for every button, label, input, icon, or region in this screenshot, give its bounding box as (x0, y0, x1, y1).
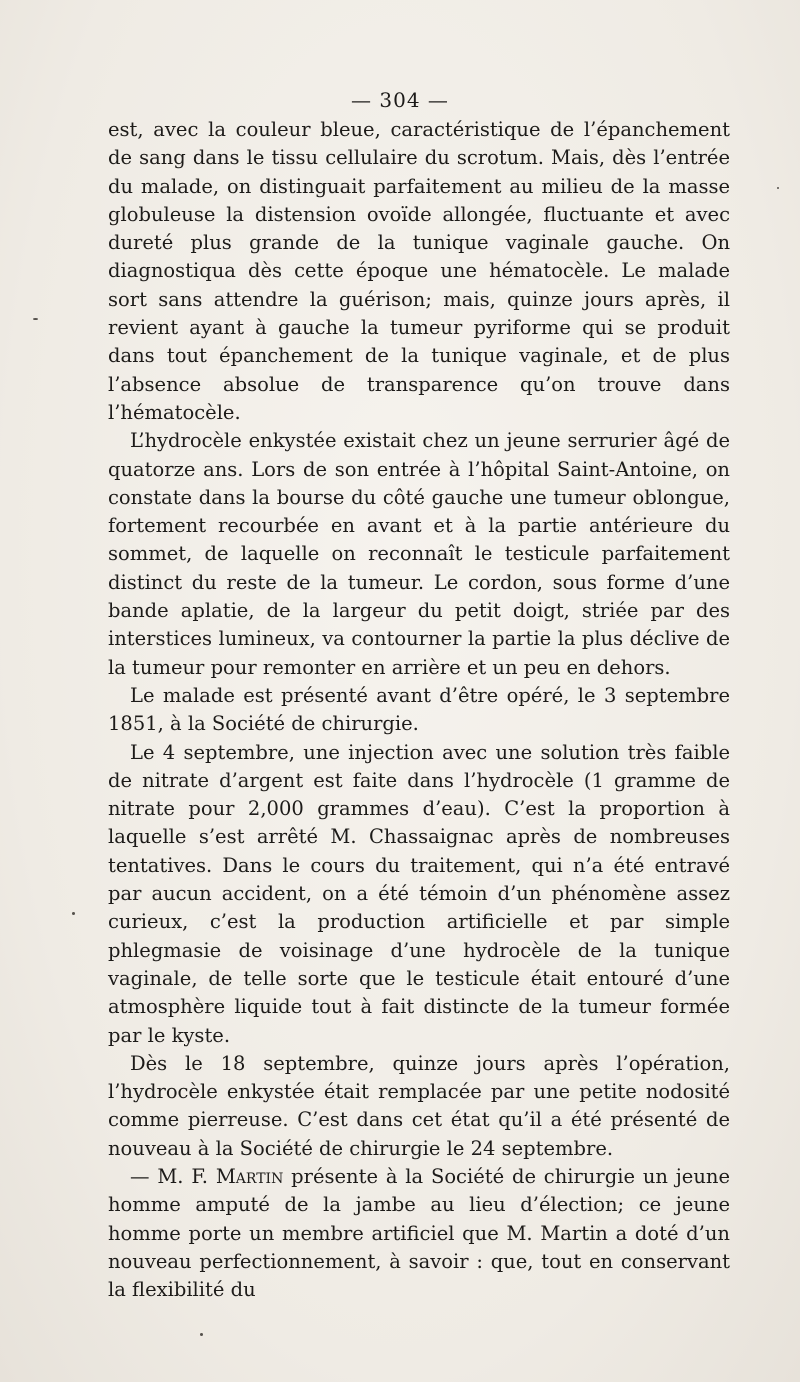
body-text (108, 116, 730, 1304)
scan-speck (777, 187, 779, 189)
paragraph: Le malade est présenté avant d’être opéré, le 3 septembre 1851, à la Société de chirurgie. (108, 683, 730, 736)
paragraph: Le 4 septembre, une injection avec une solution très faible de nitrate d’argent est faite dans l’hydrocèle (1 gramme de nitrate pour 2,000 grammes d’eau). C’est la proportion à laquelle s’est arrêté M. Chassaignac après de nombreuses tentatives. Dans le cours du traitement, qui n’a été entravé par aucun accident, on a été témoin d’un phénomène assez curieux, c’est la production artificielle et par simple phlegmasie de voisinage d’une hydrocèle de la tunique vaginale, de telle sorte que le testicule était entouré d’une atmosphère liquide tout à fait distincte de la tumeur formée par le kyste. (108, 740, 730, 1047)
paragraph-last (108, 1163, 730, 1304)
paragraph-rest: présente à la Société de chirurgie un jeune homme amputé de la jambe au lieu d’élection; ce jeune homme porte un membre artificiel que M. Martin a doté d’un nouveau perfectionnement, à savoir : que, tout en conservant la flexibilité du (108, 1164, 731, 1302)
page-number: — 304 — (351, 88, 449, 112)
paragraph: Dès le 18 septembre, quinze jours après l’opération, l’hydrocèle enkystée était remplacée par une petite nodosité comme pierreuse. C’est dans cet état qu’il a été présenté de nouveau à la Société de chirurgie le 24 septembre. (108, 1051, 730, 1160)
paragraph-lead: — M. F. (130, 1164, 216, 1188)
paragraph: L’hydrocèle enkystée existait chez un jeune serrurier âgé de quatorze ans. Lors de son entrée à l’hôpital Saint-Antoine, on constate dans la bourse du côté gauche une tumeur oblongue, fortement recourbée en avant et à la partie antérieure du sommet, de laquelle on reconnaît le testicule parfaitement distinct du reste de la tumeur. Le cordon, sous forme d’une bande aplatie, de la largeur du petit doigt, striée par des interstices lumineux, va contourner la partie la plus déclive de la tumeur pour remonter en arrière et un peu en dehors. (108, 429, 730, 679)
scan-speck (33, 318, 38, 320)
scan-speck (200, 1333, 203, 1336)
author-name: Martin (215, 1164, 284, 1188)
paragraph: est, avec la couleur bleue, caractéristique de l’épanchement de sang dans le tissu cellulaire du scrotum. Mais, dès l’entrée du malade, on distinguait parfaitement au milieu de la masse globuleuse la distension ovoïde allongée, fluctuante et avec dureté plus grande de la tunique vaginale gauche. On diagnostiqua dès cette époque une hématocèle. Le malade sort sans attendre la guérison; mais, quinze jours après, il revient ayant à gauche la tumeur pyriforme qui se produit dans tout épanchement de la tunique vaginale, et de plus l’absence absolue de transparence qu’on trouve dans l’hématocèle. (108, 118, 730, 424)
scan-speck (72, 912, 75, 915)
